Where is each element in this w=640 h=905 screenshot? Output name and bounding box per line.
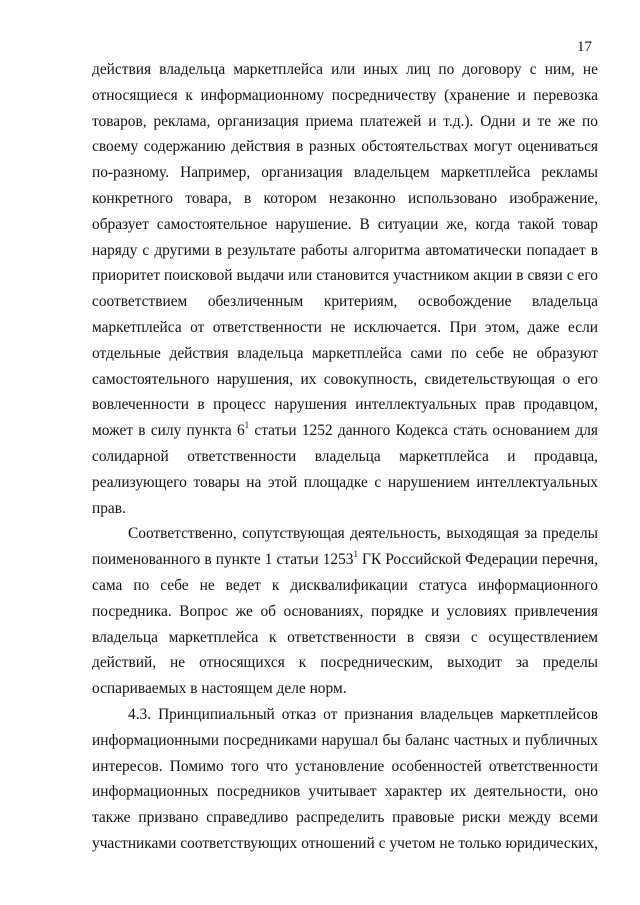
paragraph bbox=[92, 57, 598, 521]
text-segment: ГК Российской Федерации перечня, bbox=[358, 551, 598, 569]
text-line: образует самостоятельное нарушение. В ситуации же, когда такой товар bbox=[92, 215, 598, 233]
text-segment: поименованного в пункте 1 статьи 1253 bbox=[92, 551, 354, 569]
text-line: по-разному. Например, организация владельцем маркетплейса рекламы bbox=[92, 164, 598, 182]
text-line bbox=[92, 547, 598, 573]
text-line: самостоятельного нарушения, их совокупность, свидетельствующая о его bbox=[92, 370, 598, 388]
text-line: сама по себе не ведет к дисквалификации статуса информационного bbox=[92, 576, 598, 594]
text-line: наряду с другими в результате работы алгоритма автоматически попадает в bbox=[92, 241, 598, 259]
text-line: конкретного товара, в котором незаконно использовано изображение, bbox=[92, 189, 598, 207]
text-line: товаров, реклама, организация приема платежей и т.д.). Одни и те же по bbox=[92, 112, 598, 130]
text-line: информационных посредников учитывает характер их деятельности, оно bbox=[92, 783, 598, 801]
text-segment: статьи 1252 данного Кодекса стать основанием для bbox=[249, 422, 598, 440]
text-line: относящиеся к информационному посредничеству (хранение и перевозка bbox=[92, 86, 598, 104]
text-line: посредника. Вопрос же об основаниях, порядке и условиях привлечения bbox=[92, 602, 598, 620]
paragraph bbox=[92, 702, 598, 857]
page-number: 17 bbox=[577, 39, 592, 55]
text-line: информационными посредниками нарушал бы баланс частных и публичных bbox=[92, 731, 598, 749]
text-line: реализующего товары на этой площадке с нарушением интеллектуальных bbox=[92, 473, 598, 491]
text-line: интересов. Помимо того что установление особенностей ответственности bbox=[92, 757, 598, 775]
text-line: действий, не относящихся к посредническим, выходит за пределы bbox=[92, 654, 598, 672]
superscript: 1 bbox=[244, 420, 250, 431]
text-line: солидарной ответственности владельца маркетплейса и продавца, bbox=[92, 447, 598, 465]
body-text bbox=[92, 57, 598, 857]
text-line: вовлеченности в процесс нарушения интеллектуальных прав продавцом, bbox=[92, 396, 598, 414]
text-line: владельца маркетплейса к ответственности в связи с осуществлением bbox=[92, 628, 598, 646]
text-line: действия владельца маркетплейса или иных лиц по договору с ним, не bbox=[92, 61, 598, 78]
text-line: 4.3. Принципиальный отказ от признания владельцев маркетплейсов bbox=[128, 705, 598, 723]
text-line: оспариваемых в настоящем деле норм. bbox=[92, 680, 347, 698]
text-line: участниками соответствующих отношений с учетом не только юридических, bbox=[92, 834, 598, 852]
text-line: своему содержанию действия в разных обстоятельствах могут оцениваться bbox=[92, 138, 598, 156]
text-line: также призвано справедливо распределить правовые риски между всеми bbox=[92, 809, 598, 827]
text-line: маркетплейса от ответственности не исключается. При этом, даже если bbox=[92, 318, 598, 336]
text-line: приоритет поисковой выдачи или становится участником акции в связи с его bbox=[92, 267, 598, 285]
text-line: отдельные действия владельца маркетплейса сами по себе не образуют bbox=[92, 344, 598, 362]
text-line: Соответственно, сопутствующая деятельность, выходящая за пределы bbox=[128, 525, 598, 543]
text-line bbox=[92, 418, 598, 444]
text-segment: может в силу пункта 6 bbox=[92, 422, 245, 440]
superscript: 1 bbox=[353, 549, 358, 560]
paragraph bbox=[92, 521, 598, 702]
text-line: соответствием обезличенным критериям, освобождение владельца bbox=[92, 293, 598, 311]
text-line: прав. bbox=[92, 499, 126, 517]
